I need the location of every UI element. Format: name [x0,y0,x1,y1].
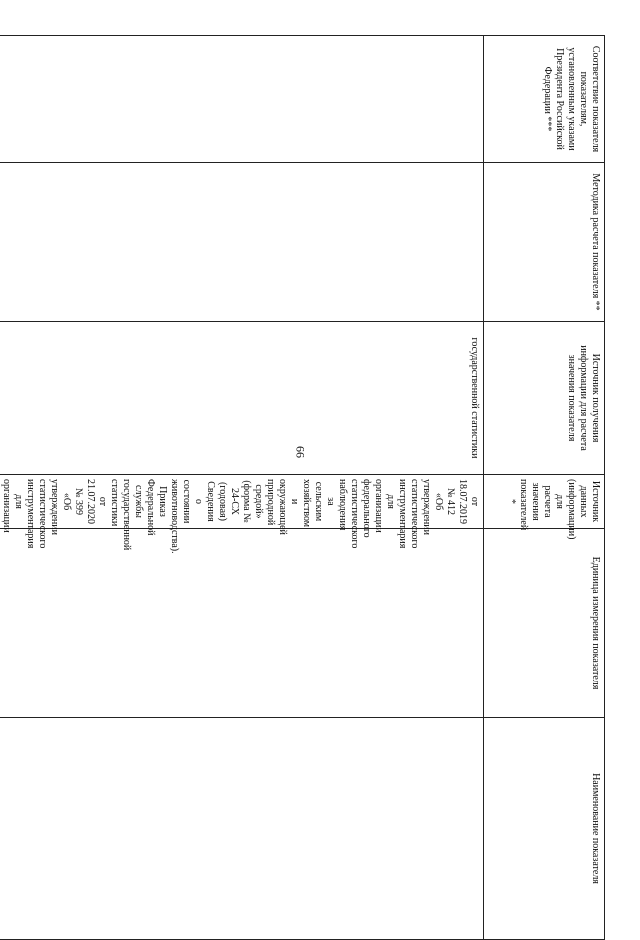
data-source-line: «Об утверждении [49,479,72,535]
data-source-line: средой» (форма № 24-СХ [229,480,264,523]
data-source-line: Приказ Федеральной службы [133,479,168,536]
data-source-line: инструментария для [13,479,36,549]
table-row [0,36,484,940]
data-source-line: организации федерального [361,479,384,538]
data-source-line: от 18.07.2019 № 412 [445,479,480,524]
data-source-line: инструментария для [385,479,408,549]
data-source-line: (годовая) Сведения о [193,481,228,522]
data-source-line: состоянии животноводства). [169,479,192,554]
cell-data-source [0,475,484,554]
data-source-line: «Об утверждении [421,479,444,535]
cell-information-source: государственной статистики [0,322,484,475]
header-data-source: Источник данных (информации) для расчета значения показателей * [484,475,605,529]
data-source-line: статистического [37,479,48,549]
cell-unit-of-measure [0,529,484,718]
rotated-table-container [1,35,605,885]
header-unit-of-measure: Единица измерения показателя [484,529,605,718]
data-source-line: от 21.07.2020 № 399 [73,479,108,524]
data-source-line: организации [1,479,12,533]
header-calculation-method: Методика расчета показателя ** [484,163,605,322]
table-header-row [484,36,605,940]
page-number: 66 [293,446,308,458]
cell-compliance [0,36,484,163]
cell-indicator-name [0,718,484,940]
indicator-table-wrapper [1,35,605,885]
header-information-source: Источник получения информации для расчета значения показателя [484,322,605,475]
header-compliance-presidential-decrees: Соответствие показателя показателям, установленным указами Президента Российской Федерации *** [484,36,605,163]
header-indicator-name: Наименование показателя [484,718,605,940]
indicator-table [0,35,605,940]
data-source-line: окружающей природной [265,479,288,535]
data-source-line: статистического [409,479,420,549]
data-source-line: за сельским хозяйством и [289,479,336,528]
cell-calculation-method [0,163,484,322]
data-source-line: государственной статистики [109,479,132,551]
data-source-line: статистического наблюдения [337,479,360,549]
